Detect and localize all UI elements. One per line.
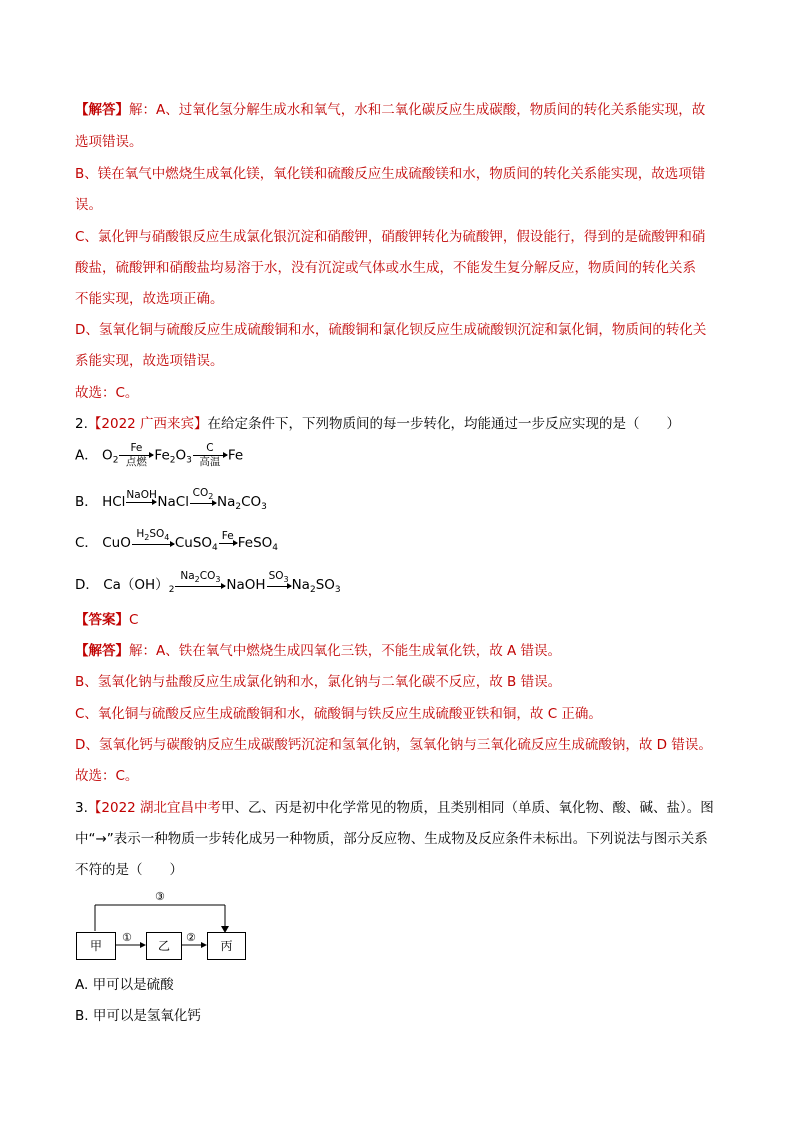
option-label: A． [75, 447, 98, 464]
q1-solution-a-line2: 选项错误。 [75, 134, 143, 150]
subscript: 2 [112, 455, 119, 466]
q3-stem-line3: 不符的是（ ） [75, 862, 183, 878]
formula: Fe [154, 447, 170, 464]
subscript: 4 [212, 543, 218, 553]
arrow-top: NaOH [126, 488, 157, 501]
q3-stem-line2: 中“→”表示一种物质一步转化成另一种物质，部分反应物、生成物及反应条件未标出。下列说法与图示关系 [75, 831, 708, 847]
q1-choice: 故选：C。 [75, 385, 139, 401]
subscript: 2 [235, 502, 242, 512]
option-label: B． [75, 494, 98, 510]
q3-option-a: A. 甲可以是硫酸 [75, 977, 174, 993]
q2-stem-text: 在给定条件下，下列物质间的每一步转化，均能通过一步反应实现的是（ ） [207, 416, 681, 432]
subscript: 2 [194, 575, 200, 584]
q3-source: 【2022 湖北宜昌中考 [87, 800, 222, 816]
formula: NaCl [157, 494, 189, 510]
subscript: 2 [208, 492, 214, 501]
formula: CO [241, 494, 262, 510]
formula: HCl [102, 494, 126, 510]
arrow-top: SO [149, 528, 165, 540]
subscript: 3 [283, 575, 289, 584]
subscript: 2 [168, 585, 175, 595]
q3-number: 3. [75, 800, 88, 816]
formula: FeSO [237, 535, 273, 551]
arrow-top: Fe [130, 442, 143, 454]
option-label: C． [75, 535, 98, 551]
arrow-top: CO [192, 487, 209, 499]
subscript: 3 [215, 575, 221, 584]
formula: CuO [102, 535, 131, 551]
answer-tag: 【答案】 [75, 612, 129, 628]
solution-text: 解：A、铁在氧气中燃烧生成四氧化三铁，不能生成氧化铁，故 A 错误。 [129, 643, 562, 659]
option-label: D． [75, 577, 99, 593]
subscript: 4 [164, 533, 170, 542]
q1-solution-c-line2: 酸盐，硫酸钾和硝酸盐均易溶于水，没有沉淀或气体或水生成，不能发生复分解反应，物质间的转化关系 [75, 260, 696, 276]
q2-source: 【2022 广西来宾】 [87, 416, 208, 432]
q3-option-b: B. 甲可以是氢氧化钙 [75, 1008, 201, 1024]
arrow-bottom: 高温 [199, 456, 221, 468]
box-bing: 丙 [207, 932, 246, 960]
step-1-label: ① [122, 931, 132, 944]
q3-stem-text: 甲、乙、丙是初中化学常见的物质，且类别相同（单质、氧化物、酸、碱、盐）。图 [221, 800, 714, 816]
q2-solution-d: D、氢氧化钙与碳酸钠反应生成碳酸钙沉淀和氢氧化钠，氢氧化钠与三氧化硫反应生成硫酸钠，故 D 错误。 [75, 737, 712, 753]
arrow-top: Na [180, 570, 195, 582]
formula: Na [291, 577, 310, 593]
subscript: 4 [272, 543, 279, 553]
formula: SO [315, 577, 335, 593]
arrow-top: Fe [221, 529, 234, 542]
q1-solution-c-line1: C、氯化钾与硝酸银反应生成氯化银沉淀和硝酸钾，硝酸钾转化为硫酸钾，假设能行，得到的是硫酸钾和硝 [75, 229, 706, 245]
arrow-bottom: 点燃 [125, 456, 147, 468]
subscript: 2 [144, 533, 150, 542]
q2-solution-b: B、氢氧化钠与盐酸反应生成氯化钠和水，氯化钠与二氧化碳不反应，故 B 错误。 [75, 674, 562, 690]
subscript: 3 [334, 585, 341, 595]
solution-text: 解：A、过氧化氢分解生成水和氧气，水和二氧化碳反应生成碳酸，物质间的转化关系能实现，故 [129, 102, 706, 118]
q1-solution-b-line1: B、镁在氧气中燃烧生成氧化镁，氧化镁和硫酸反应生成硫酸镁和水，物质间的转化关系能实现，故选项错 [75, 166, 706, 182]
formula: Fe [227, 447, 244, 464]
q2-number: 2. [75, 416, 88, 432]
box-jia: 甲 [76, 932, 116, 960]
q1-solution-c-line3: 不能实现，故选项正确。 [75, 291, 224, 307]
arrow-top: CO [199, 570, 216, 582]
box-yi: 乙 [146, 932, 182, 960]
q2-choice: 故选：C。 [75, 768, 139, 784]
arrow-top: C [206, 442, 214, 454]
subscript: 2 [309, 585, 316, 595]
q1-solution-d-line1: D、氢氧化铜与硫酸反应生成硫酸铜和水，硫酸铜和氯化钡反应生成硫酸钡沉淀和氯化铜，物质间的转化关 [75, 322, 707, 338]
formula: NaOH [226, 577, 266, 593]
formula: O [175, 447, 187, 464]
answer-value: C [129, 612, 139, 628]
step-3-label: ③ [155, 890, 165, 903]
arrow-top: SO [268, 570, 284, 582]
q1-solution-d-line2: 系能实现，故选项错误。 [75, 353, 224, 369]
formula: Na [216, 494, 236, 510]
q1-solution-b-line2: 误。 [75, 197, 102, 213]
formula: Ca（OH） [103, 577, 169, 593]
arrow-top: H [136, 528, 145, 540]
formula: O [102, 447, 113, 464]
q2-solution-c: C、氧化铜与硫酸反应生成硫酸铜和水，硫酸铜与铁反应生成硫酸亚铁和铜，故 C 正确。 [75, 706, 602, 722]
solution-tag: 【解答】 [75, 643, 129, 659]
formula: CuSO [174, 535, 213, 551]
subscript: 3 [186, 455, 192, 466]
solution-tag: 【解答】 [75, 102, 129, 118]
subscript: 2 [169, 455, 176, 466]
step-2-label: ② [186, 931, 196, 944]
subscript: 3 [261, 502, 267, 512]
